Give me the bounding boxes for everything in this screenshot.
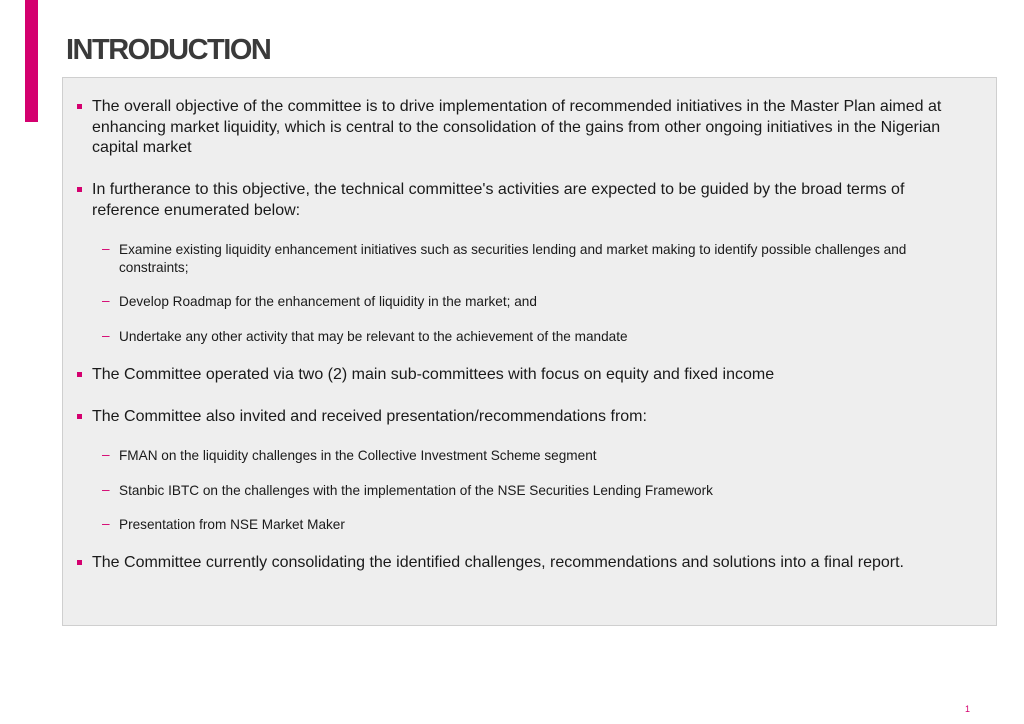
bullet-square-icon <box>77 414 82 419</box>
dash-icon: – <box>102 241 110 256</box>
page-number: 1 <box>965 704 971 714</box>
list-item-text: The overall objective of the committee is to drive implementation of recommended initiatives in the Master Plan aimed at enhancing market liquidity, which is central to the consolidation of the gains from other ongoing initiatives in the Nigerian capital market <box>92 98 942 157</box>
bullet-square-icon <box>77 104 82 109</box>
sub-list-item <box>102 241 976 276</box>
dash-icon: – <box>102 516 110 531</box>
sub-list-item-text: FMAN on the liquidity challenges in the Collective Investment Scheme segment <box>119 448 597 463</box>
bullet-square-icon <box>77 187 82 192</box>
sub-list-item <box>102 328 976 346</box>
list-item-text: In furtherance to this objective, the technical committee's activities are expected to be guided by the broad terms of reference enumerated below: <box>92 181 905 219</box>
sub-list-item <box>102 482 976 500</box>
page-title: INTRODUCTION <box>66 34 271 66</box>
content-box <box>62 77 997 626</box>
sub-list-item-text: Develop Roadmap for the enhancement of liquidity in the market; and <box>119 294 537 309</box>
sub-list-item-text: Presentation from NSE Market Maker <box>119 517 345 532</box>
dash-icon: – <box>102 293 110 308</box>
list-item <box>75 407 976 428</box>
sub-list-item <box>102 447 976 465</box>
sub-list-item <box>102 293 976 311</box>
sub-list-item-text: Stanbic IBTC on the challenges with the implementation of the NSE Securities Lending Framework <box>119 483 713 498</box>
dash-icon: – <box>102 482 110 497</box>
sub-list-item <box>102 516 976 534</box>
list-item <box>75 180 976 221</box>
list-item <box>75 553 976 574</box>
bullet-square-icon <box>77 372 82 377</box>
list-item-text: The Committee also invited and received presentation/recommendations from: <box>92 408 647 425</box>
dash-icon: – <box>102 328 110 343</box>
list-item-text: The Committee operated via two (2) main sub-committees with focus on equity and fixed income <box>92 366 775 383</box>
list-item-text: The Committee currently consolidating the identified challenges, recommendations and solutions into a final report. <box>92 554 904 571</box>
accent-bar <box>25 0 38 122</box>
bullet-square-icon <box>77 560 82 565</box>
list-item <box>75 97 976 159</box>
sub-list-item-text: Undertake any other activity that may be relevant to the achievement of the mandate <box>119 329 628 344</box>
sub-list-item-text: Examine existing liquidity enhancement initiatives such as securities lending and market making to identify possible challenges and constraints; <box>119 242 907 275</box>
list-item <box>75 365 976 386</box>
dash-icon: – <box>102 447 110 462</box>
